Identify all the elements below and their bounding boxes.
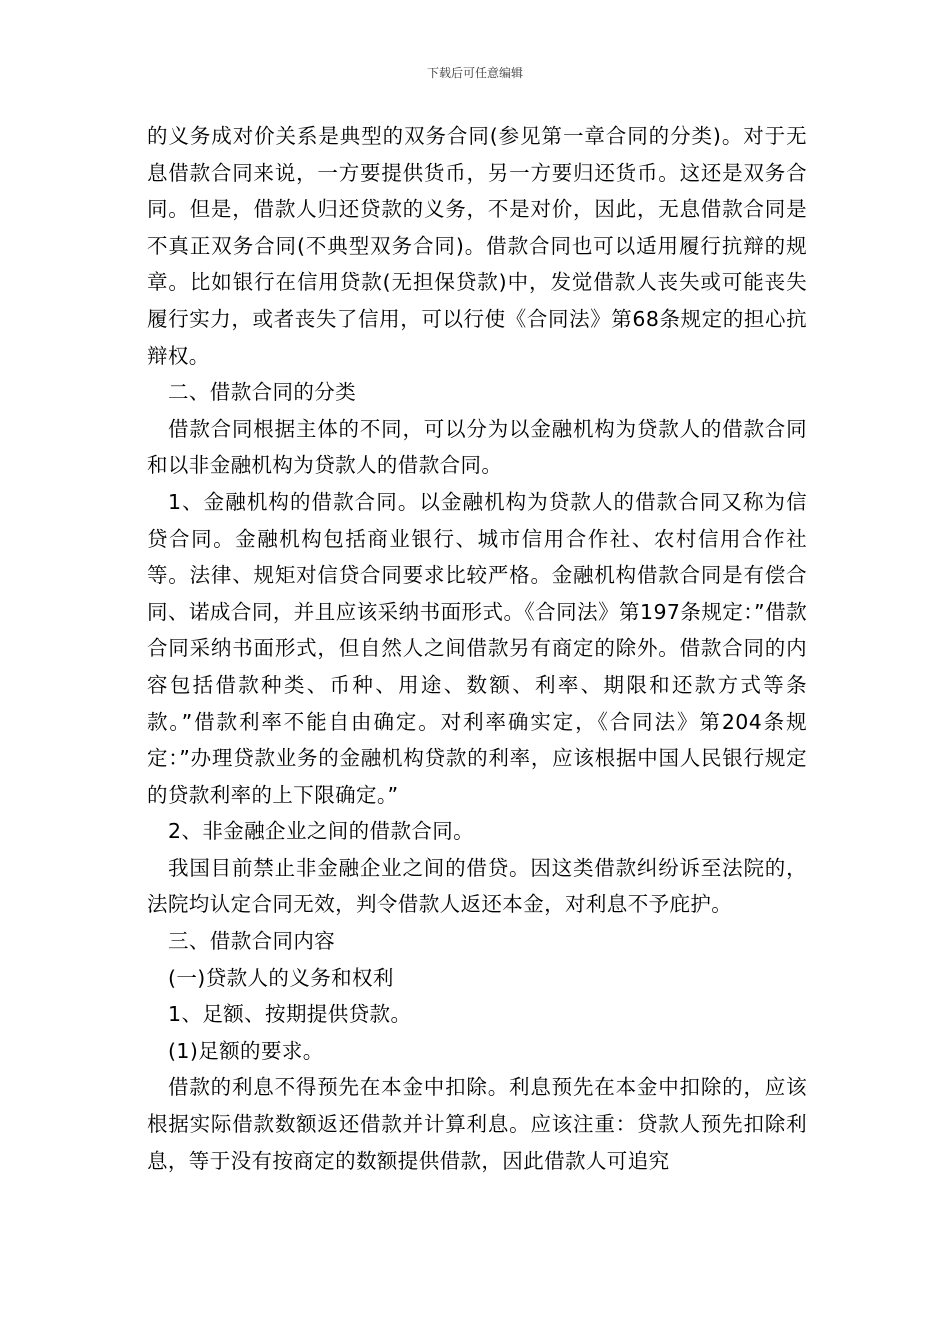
section-heading-contract-content: 三、借款合同内容 <box>168 929 336 954</box>
subheading-lender-obligations: (一)贷款人的义务和权利 <box>168 965 394 990</box>
page-header: 下载后可任意编辑 <box>426 66 523 80</box>
section-heading-classification: 二、借款合同的分类 <box>168 380 357 405</box>
paragraph-interest-deduction: 借款的利息不得预先在本金中扣除。利息预先在本金中扣除的，应该根据实际借款数额返还借款并计算利息。应该注重：贷款人预先扣除利息，等于没有按商定的数额提供借款，因此借款人可追究 <box>147 1075 807 1173</box>
paragraph-non-financial-prohibition: 我国目前禁止非金融企业之间的借贷。因这类借款纠纷诉至法院的，法院均认定合同无效，判令借款人返还本金，对利息不予庇护。 <box>147 855 807 917</box>
subheading-full-timely-loan: 1、足额、按期提供贷款。 <box>168 1002 412 1027</box>
paragraph-classification-intro: 借款合同根据主体的不同，可以分为以金融机构为贷款人的借款合同和以非金融机构为贷款人的借款合同。 <box>147 416 807 478</box>
subheading-full-amount-requirement: (1)足额的要求。 <box>168 1038 324 1063</box>
document-body <box>147 118 807 1179</box>
paragraph-financial-institution-contract: 1、金融机构的借款合同。以金融机构为贷款人的借款合同又称为信贷合同。金融机构包括商业银行、城市信用合作社、农村信用合作社等。法律、规矩对信贷合同要求比较严格。金融机构借款合同是有偿合同、诺成合同，并且应该采纳书面形式。《合同法》第197条规定：”借款合同采纳书面形式，但自然人之间借款另有商定的除外。借款合同的内容包括借款种类、币种、用途、数额、利率、期限和还款方式等条款。”借款利率不能自由确定。对利率确实定，《合同法》第204条规定：”办理贷款业务的金融机构贷款的利率，应该根据中国人民银行规定的贷款利率的上下限确定。” <box>147 489 807 807</box>
paragraph-obligation-consideration: 的义务成对价关系是典型的双务合同(参见第一章合同的分类)。对于无息借款合同来说，一方要提供货币，另一方要归还货币。这还是双务合同。但是，借款人归还贷款的义务，不是对价，因此，无息借款合同是不真正双务合同(不典型双务合同)。借款合同也可以适用履行抗辩的规章。比如银行在信用贷款(无担保贷款)中，发觉借款人丧失或可能丧失履行实力，或者丧失了信用，可以行使《合同法》第68条规定的担心抗辩权。 <box>147 124 807 368</box>
subheading-non-financial-enterprise: 2、非金融企业之间的借款合同。 <box>168 819 475 844</box>
